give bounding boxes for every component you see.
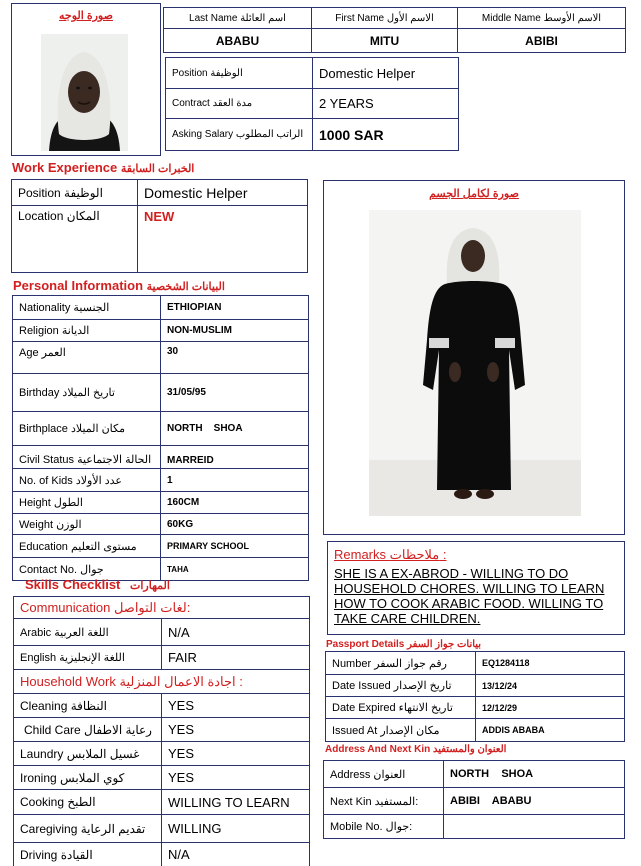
height-value: 160CM	[161, 492, 309, 514]
names-table	[163, 7, 626, 53]
english-label: English اللغة الإنجليزية	[14, 646, 162, 670]
issued-at-value: ADDIS ABABA	[476, 719, 625, 742]
civil-status-value: MARREID	[161, 446, 309, 469]
passport-number-value: EQ1284118	[476, 652, 625, 675]
middle-name-header: Middle Name الاسم الأوسط	[458, 8, 626, 29]
work-location-value: NEW	[138, 206, 308, 273]
nationality-label: Nationality الجنسية	[13, 296, 161, 320]
age-value: 30	[161, 342, 309, 374]
issued-at-label: Issued At مكان الإصدار	[326, 719, 476, 742]
next-kin-value: ABIBI ABABU	[444, 788, 625, 815]
driving-label: Driving القيادة	[14, 843, 162, 866]
next-kin-label: Next Kin المستفيد:	[324, 788, 444, 815]
last-name-value: ABABU	[164, 29, 312, 53]
body-photo	[369, 210, 581, 516]
work-position-label: Position الوظيفة	[12, 180, 138, 206]
english-value: FAIR	[162, 646, 310, 670]
contract-value: 2 YEARS	[313, 89, 459, 119]
first-name-header: First Name الاسم الأول	[312, 8, 458, 29]
household-heading: Household Work اجادة الاعمال المنزلية :	[14, 670, 310, 694]
salary-label: Asking Salary الراتب المطلوب	[166, 119, 313, 151]
personal-info-title: Personal Information البيانات الشخصية	[13, 278, 225, 293]
nationality-value: ETHIOPIAN	[161, 296, 309, 320]
remarks-heading: Remarks ملاحظات :	[334, 547, 447, 562]
education-value: PRIMARY SCHOOL	[161, 535, 309, 558]
first-name-value: MITU	[312, 29, 458, 53]
face-photo-frame	[11, 3, 161, 156]
ironing-label: Ironing كوي الملابس	[14, 766, 162, 790]
communication-heading: Communication لغات التواصل:	[14, 597, 310, 619]
birthday-value: 31/05/95	[161, 374, 309, 412]
work-experience-title: Work Experience الخبرات السابقة	[12, 160, 195, 175]
skills-table	[13, 596, 310, 866]
contract-label: Contract مدة العقد	[166, 89, 313, 119]
ironing-value: YES	[162, 766, 310, 790]
contact-label: Contact No. جوال	[13, 558, 161, 581]
birthplace-label: Birthplace مكان الميلاد	[13, 412, 161, 446]
date-issued-label: Date Issued تاريخ الإصدار	[326, 675, 476, 697]
contact-value: TAHA	[161, 558, 309, 581]
remarks-text: SHE IS A EX-ABROD - WILLING TO DO HOUSEHOLD CHORES. WILLING TO LEARN HOW TO COOK ARABIC FOOD. WILLING TO TAKE CARE CHILDREN.	[334, 566, 605, 626]
skills-title: Skills Checklist المهارات	[25, 577, 170, 592]
weight-value: 60KG	[161, 514, 309, 535]
address-label: Address العنوان	[324, 761, 444, 788]
child-care-label: Child Care رعاية الاطفال	[14, 718, 162, 742]
address-value: NORTH SHOA	[444, 761, 625, 788]
weight-label: Weight الوزن	[13, 514, 161, 535]
civil-status-label: Civil Status الحالة الاجتماعية	[13, 446, 161, 469]
laundry-label: Laundry غسيل الملابس	[14, 742, 162, 766]
mobile-value	[444, 815, 625, 839]
personal-info-table	[12, 295, 309, 581]
passport-number-label: Number رقم جواز السفر	[326, 652, 476, 675]
work-position-value: Domestic Helper	[138, 180, 308, 206]
job-position-value: Domestic Helper	[313, 58, 459, 89]
passport-table	[325, 651, 625, 742]
cooking-value: WILLING TO LEARN	[162, 790, 310, 815]
work-experience-table	[11, 179, 308, 273]
height-label: Height الطول	[13, 492, 161, 514]
cooking-label: Cooking الطبخ	[14, 790, 162, 815]
mobile-label: Mobile No. جوال:	[324, 815, 444, 839]
arabic-label: Arabic اللغة العربية	[14, 619, 162, 646]
education-label: Education مستوى التعليم	[13, 535, 161, 558]
child-care-value: YES	[162, 718, 310, 742]
date-issued-value: 13/12/24	[476, 675, 625, 697]
religion-value: NON-MUSLIM	[161, 320, 309, 342]
caregiving-label: Caregiving تقديم الرعاية	[14, 815, 162, 843]
cleaning-value: YES	[162, 694, 310, 718]
birthplace-value: NORTH SHOA	[161, 412, 309, 446]
age-label: Age العمر	[13, 342, 161, 374]
date-expired-value: 12/12/29	[476, 697, 625, 719]
religion-label: Religion الديانة	[13, 320, 161, 342]
work-location-label: Location المكان	[12, 206, 138, 273]
caregiving-value: WILLING	[162, 815, 310, 843]
driving-value: N/A	[162, 843, 310, 866]
job-position-label: Position الوظيفة	[166, 58, 313, 89]
birthday-label: Birthday تاريخ الميلاد	[13, 374, 161, 412]
kids-value: 1	[161, 469, 309, 492]
address-title: Address And Next Kin العنوان والمستفيد	[325, 744, 507, 755]
salary-value: 1000 SAR	[313, 119, 459, 151]
laundry-value: YES	[162, 742, 310, 766]
last-name-header: Last Name اسم العائلة	[164, 8, 312, 29]
kids-label: No. of Kids عدد الأولاد	[13, 469, 161, 492]
body-photo-frame	[323, 180, 625, 535]
face-photo	[41, 34, 128, 151]
job-table	[165, 57, 459, 151]
passport-title: Passport Details بيانات جواز السفر	[326, 639, 482, 650]
address-table	[323, 760, 625, 839]
body-photo-label: صورة لكامل الجسم	[429, 188, 519, 200]
middle-name-value: ABIBI	[458, 29, 626, 53]
remarks-box	[327, 541, 625, 635]
date-expired-label: Date Expired تاريخ الانتهاء	[326, 697, 476, 719]
face-photo-label: صورة الوجه	[59, 10, 113, 22]
arabic-value: N/A	[162, 619, 310, 646]
cleaning-label: Cleaning النظافة	[14, 694, 162, 718]
